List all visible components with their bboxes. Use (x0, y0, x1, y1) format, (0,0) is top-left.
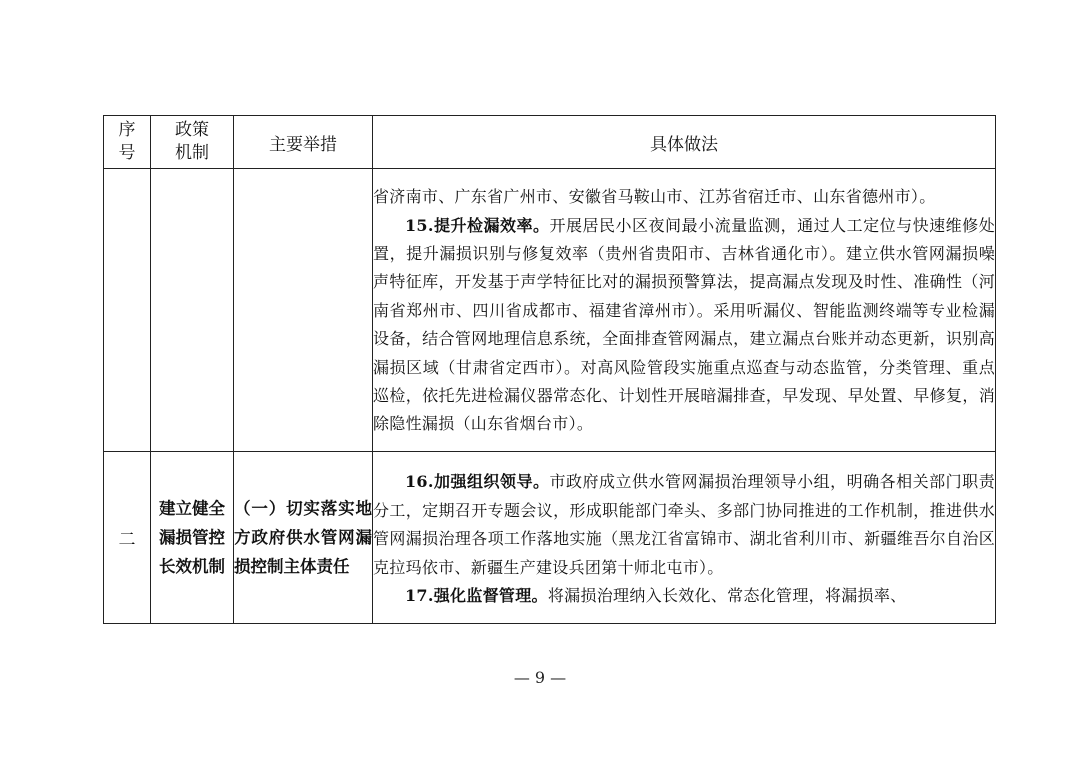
header-mechanism-line1: 政策 (175, 120, 209, 140)
header-mechanism (151, 116, 234, 169)
row-mechanism: 建立健全漏损管控长效机制 (151, 452, 234, 624)
table-row (104, 169, 996, 452)
header-detail: 具体做法 (373, 116, 996, 169)
header-number (104, 116, 151, 169)
row-detail (373, 452, 996, 624)
item-17 (373, 582, 995, 610)
header-number-line2: 号 (118, 143, 136, 163)
item-15-title: 15.提升检漏效率。 (405, 215, 550, 235)
item-17-text: 将漏损治理纳入长效化、常态化管理，将漏损率、 (547, 586, 907, 606)
row-number: 二 (104, 452, 151, 624)
item-17-title: 17.强化监督管理。 (405, 586, 548, 606)
item-16 (373, 468, 995, 582)
page-number: — 9 — (513, 668, 567, 687)
continued-text: 省济南市、广东省广州市、安徽省马鞍山市、江苏省宿迁市、山东省德州市）。 (373, 187, 936, 207)
table-row (104, 452, 996, 624)
item-16-text: 市政府成立供水管网漏损治理领导小组，明确各相关部门职责分工，定期召开专题会议，形成职能部门牵头、多部门协同推进的工作机制，推进供水管网漏损治理各项工作落地实施（黑龙江省富锦市、湖北省利川市、新疆维吾尔自治区克拉玛依市、新疆生产建设兵团第十师北屯市）。 (373, 472, 995, 577)
header-mechanism-line2: 机制 (175, 143, 209, 163)
header-number-line1: 序 (118, 120, 136, 140)
policy-table (103, 115, 996, 624)
row-mechanism (151, 169, 234, 452)
header-row (104, 116, 996, 169)
header-measure: 主要举措 (234, 116, 373, 169)
item-15 (373, 212, 995, 439)
row-measure (234, 169, 373, 452)
item-15-text: 开展居民小区夜间最小流量监测，通过人工定位与快速维修处置，提升漏损识别与修复效率（贵州省贵阳市、吉林省通化市）。建立供水管网漏损噪声特征库，开发基于声学特征比对的漏损预警算法，提高漏点发现及时性、准确性（河南省郑州市、四川省成都市、福建省漳州市）。采用听漏仪、智能监测终端等专业检漏设备，结合管网地理信息系统，全面排查管网漏点，建立漏点台账并动态更新，识别高漏损区域（甘肃省定西市）。对高风险管段实施重点巡查与动态监管，分类管理、重点巡检，依托先进检漏仪器常态化、计划性开展暗漏排查，早发现、早处置、早修复，消除隐性漏损（山东省烟台市）。 (373, 215, 995, 434)
row-detail (373, 169, 996, 452)
row-number (104, 169, 151, 452)
row-measure: （一）切实落实地方政府供水管网漏损控制主体责任 (234, 452, 373, 624)
item-16-title: 16.加强组织领导。 (405, 472, 550, 492)
